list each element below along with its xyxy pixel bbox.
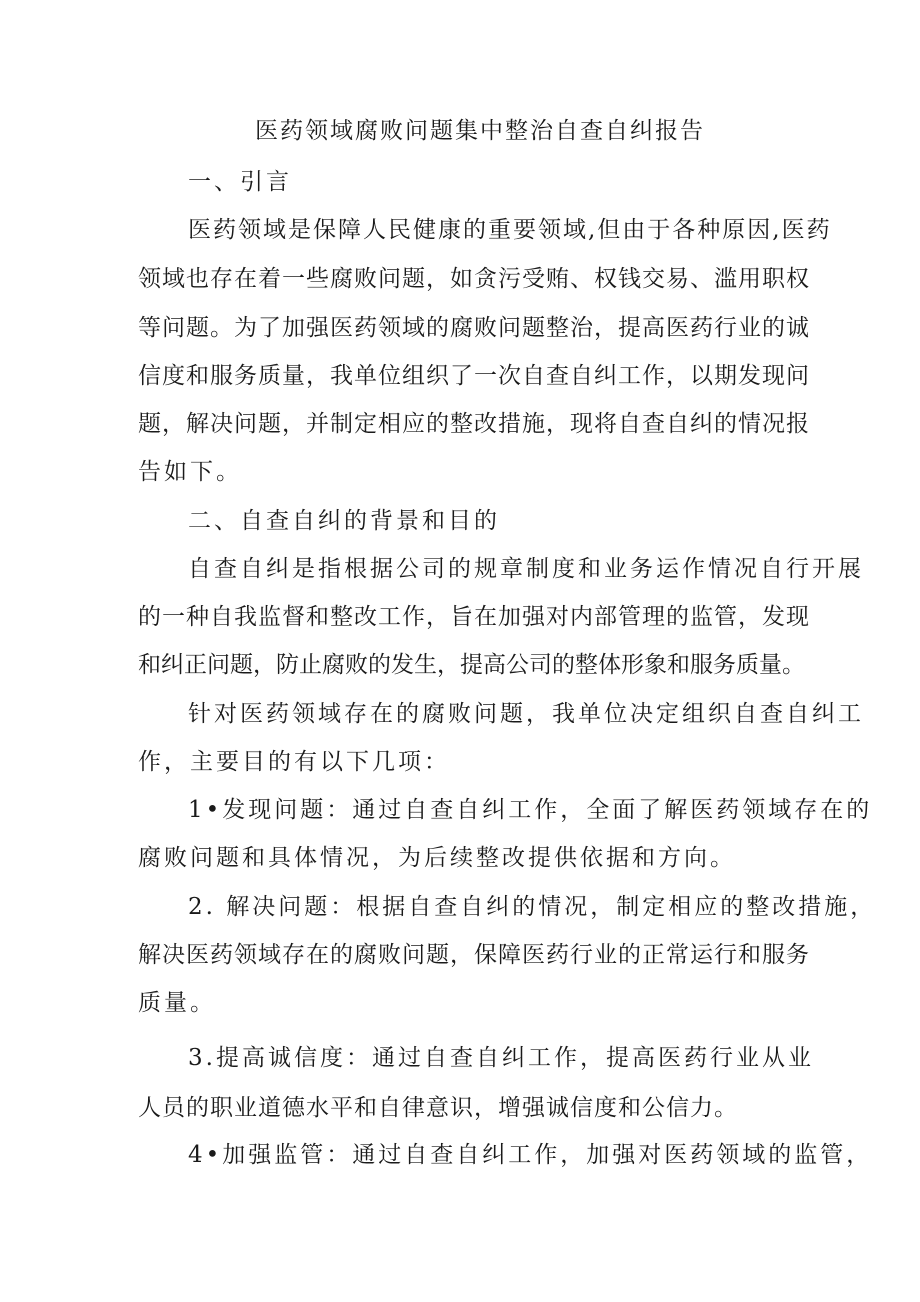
paragraph-line: 告如下。 <box>138 459 242 485</box>
list-item-line: 腐败问题和具体情况，为后续整改提供依据和方向。 <box>138 845 736 871</box>
paragraph-line: 的一种自我监督和整改工作，旨在加强对内部管理的监管，发现 <box>138 604 810 630</box>
list-item-line: 解决医药领域存在的腐败问题，保障医药行业的正常运行和服务 <box>138 942 810 968</box>
paragraph-line: 针对医药领域存在的腐败问题，我单位决定组织自查自纠工 <box>188 701 864 727</box>
section-heading-1: 一、引言 <box>188 169 292 195</box>
section-heading-2: 二、自查自纠的背景和目的 <box>188 508 500 534</box>
paragraph-line: 和纠正问题，防止腐败的发生，提高公司的整体形象和服务质量。 <box>138 652 805 678</box>
document-title: 医药领域腐败问题集中整治自查自纠报告 <box>255 118 705 144</box>
list-item-line: 2. 解决问题：根据自查自纠的情况，制定相应的整改措施， <box>188 894 877 920</box>
list-item-line: 质量。 <box>138 990 216 1016</box>
paragraph-line: 等问题。为了加强医药领域的腐败问题整治，提高医药行业的诚 <box>138 315 810 341</box>
paragraph-line: 医药领域是保障人民健康的重要领域,但由于各种原因,医药 <box>188 217 832 243</box>
list-item-line: 3.提高诚信度：通过自查自纠工作，提高医药行业从业 <box>188 1045 814 1071</box>
paragraph-line: 作，主要目的有以下几项： <box>138 749 450 775</box>
list-item-line: 人员的职业道德水平和自律意识，增强诚信度和公信力。 <box>138 1095 738 1121</box>
paragraph-line: 信度和服务质量，我单位组织了一次自查自纠工作，以期发现问 <box>138 363 810 389</box>
list-item-line: 4•加强监管：通过自查自纠工作，加强对医药领域的监管， <box>188 1142 873 1168</box>
paragraph-line: 自查自纠是指根据公司的规章制度和业务运作情况自行开展 <box>188 556 864 582</box>
paragraph-line: 领域也存在着一些腐败问题，如贪污受贿、权钱交易、滥用职权 <box>138 266 810 292</box>
paragraph-line: 题，解决问题，并制定相应的整改措施，现将自查自纠的情况报 <box>138 411 810 437</box>
list-item-line: 1•发现问题：通过自查自纠工作，全面了解医药领域存在的 <box>188 797 873 823</box>
